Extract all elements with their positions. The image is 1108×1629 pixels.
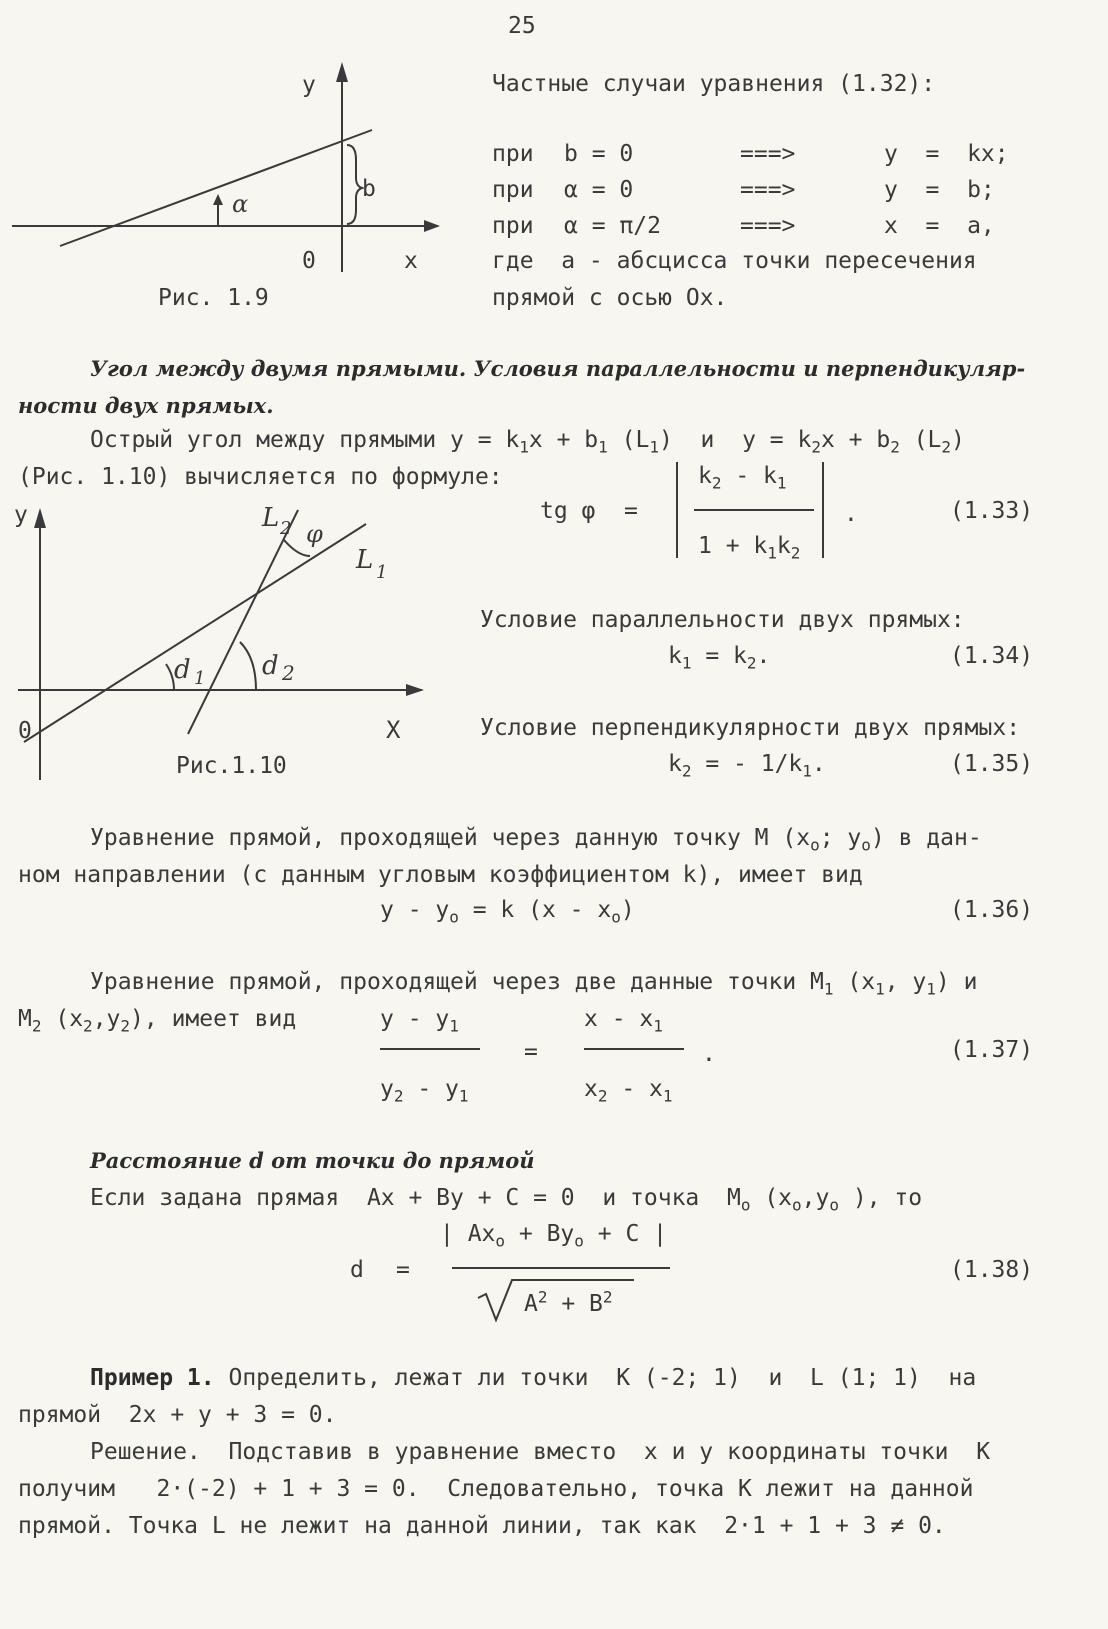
where-line-1: где a - абсцисса точки пересечения bbox=[492, 248, 977, 274]
perp-title: Условие перпендикулярности двух прямых: bbox=[480, 715, 1021, 741]
fig110-caption: Рис.1.10 bbox=[176, 753, 287, 779]
eq138-number: (1.38) bbox=[950, 1257, 1034, 1283]
eq134-number: (1.34) bbox=[950, 643, 1034, 669]
fig19-label-o: 0 bbox=[302, 248, 316, 274]
eq137-den-right: $x_2 - x_1$ bbox=[584, 1076, 673, 1106]
case-pri: при bbox=[492, 213, 534, 239]
eq137-eq: = bbox=[524, 1039, 538, 1065]
fig19-label-y: y bbox=[302, 72, 316, 98]
fig110-label-l1: L bbox=[356, 545, 374, 575]
y-axis-arrow bbox=[34, 508, 46, 528]
brace-b bbox=[347, 145, 362, 224]
eq133-number: (1.33) bbox=[950, 498, 1034, 524]
fig110-sub-d1: 1 bbox=[194, 668, 206, 689]
parallel-title: Условие параллельности двух прямых: bbox=[480, 607, 965, 633]
case-arrow: ===> bbox=[740, 213, 796, 239]
case-result: x = a, bbox=[884, 213, 995, 239]
fig19-label-alpha: α bbox=[232, 190, 249, 218]
page-number: 25 bbox=[508, 13, 536, 39]
eq133-eq: = bbox=[624, 498, 638, 524]
eq138-eq: = bbox=[396, 1257, 410, 1283]
fig110-sub-d2: 2 bbox=[282, 661, 295, 685]
eq133-abs-left bbox=[676, 462, 678, 558]
where-line-2: прямой с осью Ox. bbox=[492, 285, 728, 311]
case-result: y = b; bbox=[884, 177, 995, 203]
point-slope-line-1: Уравнение прямой, проходящей через данную точку M ($x_o$; $y_o$) в дан- bbox=[90, 825, 982, 855]
angle-arrow-head bbox=[213, 194, 223, 205]
perp-equation: $k_2$ = - $1/k_1$. bbox=[668, 751, 826, 781]
eq133-fraction-bar bbox=[694, 509, 814, 511]
fig110-label-o: 0 bbox=[18, 718, 32, 744]
eq133-denominator: $1 + k_1k_2$ bbox=[698, 533, 801, 563]
fig110-label-x: X bbox=[386, 716, 401, 744]
intro-line-1: Острый угол между прямыми $y = k_1x + b_1$ $(L_1)$ и $y = k_2x + b_2$ $(L_2)$ bbox=[90, 427, 965, 457]
case-cond: α = 0 bbox=[564, 177, 634, 203]
eq137-num-left: y - $y_1$ bbox=[380, 1006, 459, 1036]
case-arrow: ===> bbox=[740, 177, 796, 203]
eq137-bar-left bbox=[380, 1048, 480, 1050]
fig110-label-d2: d bbox=[262, 651, 279, 681]
case-result: y = kx; bbox=[884, 141, 1009, 167]
two-point-line-2: $M_2$ $(x_2,y_2)$, имеет вид bbox=[18, 1006, 297, 1036]
case-arrow: ===> bbox=[740, 141, 796, 167]
case-cond: α = π/2 bbox=[564, 213, 661, 239]
fig19-label-x: x bbox=[404, 248, 418, 274]
solution-line-1: Решение. Подставив в уравнение вместо x и y координаты точки K bbox=[90, 1439, 991, 1465]
fig110-label-phi: φ bbox=[306, 520, 323, 548]
inclined-line bbox=[60, 130, 372, 246]
case-cond: b = 0 bbox=[564, 141, 634, 167]
eq136: $y - y_o = k$ $(x - x_o)$ bbox=[380, 897, 635, 927]
section-heading-distance: Расстояние d от точки до прямой bbox=[90, 1148, 535, 1173]
example-label: Пример 1. bbox=[90, 1365, 215, 1391]
line-l1 bbox=[24, 524, 366, 742]
x-axis-arrow bbox=[406, 684, 424, 696]
fig19-caption: Рис. 1.9 bbox=[158, 285, 269, 311]
fig19-label-b: b bbox=[362, 176, 376, 202]
eq137-bar-right bbox=[584, 1048, 684, 1050]
eq133-tail: . bbox=[844, 501, 858, 527]
fig110-sub-2: 2 bbox=[280, 518, 292, 539]
eq138-fraction-bar bbox=[452, 1267, 670, 1269]
eq135-number: (1.35) bbox=[950, 751, 1034, 777]
section-heading-angle-2: ности двух прямых. bbox=[18, 393, 274, 418]
eq136-number: (1.36) bbox=[950, 897, 1034, 923]
example-line-1: Пример 1. Определить, лежат ли точки K (-2; 1) и L (1; 1) на bbox=[90, 1365, 977, 1391]
eq138-lhs: d bbox=[350, 1257, 364, 1283]
case-pri: при bbox=[492, 141, 534, 167]
intro-line-2: (Рис. 1.10) вычисляется по формуле: bbox=[18, 464, 503, 490]
fig110-label-l2: L bbox=[262, 503, 280, 533]
eq137-den-left: $y_2 - y_1$ bbox=[380, 1076, 469, 1106]
y-axis-arrow bbox=[336, 62, 348, 82]
figure-1-9 bbox=[0, 0, 450, 310]
section-heading-angle-1: Угол между двумя прямыми. Условия параллельности и перпендикуляр- bbox=[90, 356, 1026, 381]
angle-d1-arc bbox=[166, 664, 174, 690]
solution-line-2: получим 2·(-2) + 1 + 3 = 0. Следовательно, точка K лежит на данной bbox=[18, 1476, 974, 1502]
eq137-num-right: x - $x_1$ bbox=[584, 1006, 663, 1036]
eq137-number: (1.37) bbox=[950, 1037, 1034, 1063]
distance-intro: Если задана прямая Ax + By + C = 0 и точка $M_o$ ($x_o,y_o$ ), то bbox=[90, 1185, 923, 1215]
parallel-equation: $k_1 = k_2$. bbox=[668, 643, 771, 673]
two-point-line-1: Уравнение прямой, проходящей через две данные точки $M_1$ ($x_1$, $y_1$) и bbox=[90, 969, 978, 999]
point-slope-line-2: ном направлении (с данным угловым коэффициентом k), имеет вид bbox=[18, 862, 863, 888]
fig110-label-y: y bbox=[14, 502, 28, 528]
eq137-tail: . bbox=[702, 1041, 716, 1067]
eq133-numerator: $k_2 - k_1$ bbox=[698, 463, 787, 493]
eq138-denominator: $A^2 + B^2$ bbox=[524, 1287, 613, 1317]
angle-d2-arc bbox=[240, 642, 256, 690]
eq133-abs-right bbox=[822, 462, 824, 558]
fig110-sub-1: 1 bbox=[376, 562, 388, 583]
eq133-lhs: tg φ bbox=[540, 498, 596, 524]
special-cases-title: Частные случаи уравнения (1.32): bbox=[492, 71, 936, 97]
example-line-2: прямой 2x + y + 3 = 0. bbox=[18, 1402, 337, 1428]
fig110-label-d1: d bbox=[174, 655, 191, 685]
line-l2 bbox=[188, 510, 298, 734]
case-pri: при bbox=[492, 177, 534, 203]
solution-line-3: прямой. Точка L не лежит на данной линии, так как 2·1 + 1 + 3 ≠ 0. bbox=[18, 1513, 946, 1539]
x-axis-arrow bbox=[424, 220, 440, 232]
eq138-numerator: | $Ax_o + By_o + C$ | bbox=[440, 1221, 668, 1251]
